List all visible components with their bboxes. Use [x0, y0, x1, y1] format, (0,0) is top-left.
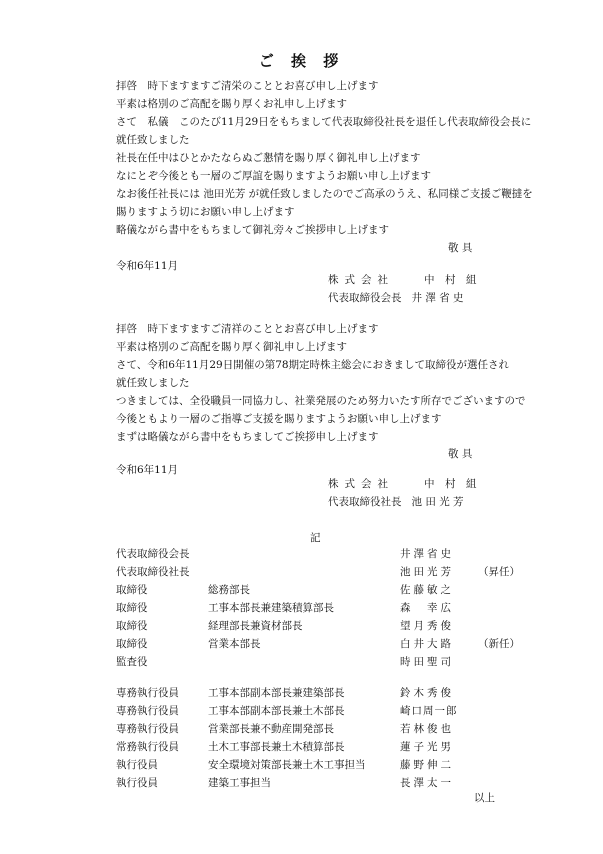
closing-keigu: 敬 具: [448, 242, 473, 254]
officer-name: 鈴木秀俊: [400, 687, 454, 699]
signer-title: 代表取締役会長: [328, 292, 402, 304]
officer-name: 森 幸広: [400, 602, 454, 614]
officer-note: （昇任）: [478, 566, 520, 578]
officer-title: 専務執行役員: [116, 687, 179, 699]
signer-name: 井 澤 省 史: [411, 292, 464, 304]
officer-note: （新任）: [478, 638, 520, 650]
officer-name: 池田光芳: [400, 566, 454, 578]
officer-dept: 工事本部副本部長兼土木部長: [208, 705, 345, 717]
signer: [328, 494, 464, 509]
officer-name: 佐藤敏之: [400, 584, 454, 596]
body-line: さて 私儀 このたび11月29日をもちまして代表取締役社長を退任し代表取締役会長に: [116, 116, 532, 128]
company-name: 中 村 組: [424, 478, 477, 490]
body-line: なにとぞ今後とも一層のご厚誼を賜りますようお願い申し上げます: [116, 170, 431, 182]
table-row: [116, 617, 516, 635]
officer-title: 執行役員: [116, 759, 158, 771]
date: 令和6年11月: [116, 260, 179, 272]
officer-dept: 工事本部副本部長兼建築部長: [208, 687, 345, 699]
signer-name: 池 田 光 芳: [411, 496, 464, 508]
table-row: [116, 653, 516, 671]
officer-title: 専務執行役員: [116, 723, 179, 735]
table-row: [116, 738, 516, 756]
body-line: 賜りますよう切にお願い申し上げます: [116, 206, 295, 218]
officer-title: 取締役: [116, 602, 148, 614]
signer: [328, 290, 464, 305]
officer-dept: 経理部長兼資材部長: [208, 620, 303, 632]
table-row: [116, 635, 520, 653]
company-label: 株式会社: [328, 478, 394, 490]
table-row: [116, 684, 516, 702]
ki-heading: 記: [310, 532, 321, 544]
officer-name: 若林俊也: [400, 723, 454, 735]
officer-title: 専務執行役員: [116, 705, 179, 717]
body-line: つきましては、全役職員一同協力し、社業発展のため努力いたす所存でございますので: [116, 395, 526, 407]
signer-title: 代表取締役社長: [328, 496, 402, 508]
closing-keigu: 敬 具: [448, 448, 473, 460]
officer-name: 藤野伸二: [400, 759, 454, 771]
officer-dept: 安全環境対策部長兼土木工事担当: [208, 759, 366, 771]
officer-name: 崎口周一郎: [400, 705, 458, 717]
company-name: 中 村 組: [424, 274, 477, 286]
officer-title: 監査役: [116, 656, 148, 668]
body-line: 就任致しました: [116, 134, 190, 146]
body-line: 社長在任中はひとかたならぬご懇情を賜り厚く御礼申し上げます: [116, 152, 421, 164]
officer-name: 望月秀俊: [400, 620, 454, 632]
officer-title: 代表取締役社長: [116, 566, 190, 578]
officer-name: 蓮子光男: [400, 741, 454, 753]
company-signature: [328, 476, 477, 491]
officer-title: 取締役: [116, 638, 148, 650]
officer-dept: 工事本部長兼建築積算部長: [208, 602, 334, 614]
body-line: なお後任社長には 池田光芳 が就任致しましたのでご高承のうえ、私同様ご支援ご鞭撻を: [116, 188, 533, 200]
body-line: 略儀ながら書中をもちまして御礼旁々ご挨拶申し上げます: [116, 224, 389, 236]
table-row: [116, 545, 516, 563]
table-row: [116, 599, 516, 617]
body-line: 平素は格別のご高配を賜り厚く御礼申し上げます: [116, 341, 347, 353]
body-line: 拝啓 時下ますますご清祥のこととお喜び申し上げます: [116, 323, 379, 335]
body-line: さて、令和6年11月29日開催の第78期定時株主総会におきまして取締役が選任され: [116, 359, 510, 371]
company-label: 株式会社: [328, 274, 394, 286]
officer-name: 井澤省史: [400, 548, 454, 560]
officer-title: 代表取締役会長: [116, 548, 190, 560]
officer-dept: 建築工事担当: [208, 777, 271, 789]
body-line: 就任致しました: [116, 377, 190, 389]
officer-name: 時田聖司: [400, 656, 454, 668]
officer-name: 長澤太一: [400, 777, 454, 789]
table-row: [116, 563, 520, 581]
officer-dept: 総務部長: [208, 584, 250, 596]
officer-title: 取締役: [116, 620, 148, 632]
officer-name: 白井大路: [400, 638, 454, 650]
officer-dept: 営業部長兼不動産開発部長: [208, 723, 334, 735]
ijou-closing: 以上: [474, 792, 495, 804]
company-signature: [328, 272, 477, 287]
officer-title: 取締役: [116, 584, 148, 596]
officer-dept: 営業本部長: [208, 638, 261, 650]
body-line: 今後ともより一層のご指導ご支援を賜りますようお願い申し上げます: [116, 413, 442, 425]
table-row: [116, 756, 516, 774]
table-row: [116, 774, 516, 792]
page-title: ご 挨 拶: [258, 52, 345, 70]
officer-title: 執行役員: [116, 777, 158, 789]
body-line: 拝啓 時下ますますご清栄のこととお喜び申し上げます: [116, 80, 379, 92]
table-row: [116, 702, 516, 720]
body-line: 平素は格別のご高配を賜り厚くお礼申し上げます: [116, 98, 347, 110]
officer-title: 常務執行役員: [116, 741, 179, 753]
body-line: まずは略儀ながら書中をもちましてご挨拶申し上げます: [116, 431, 379, 443]
table-row: [116, 581, 516, 599]
officer-dept: 土木工事部長兼土木積算部長: [208, 741, 345, 753]
date: 令和6年11月: [116, 464, 179, 476]
table-row: [116, 720, 516, 738]
